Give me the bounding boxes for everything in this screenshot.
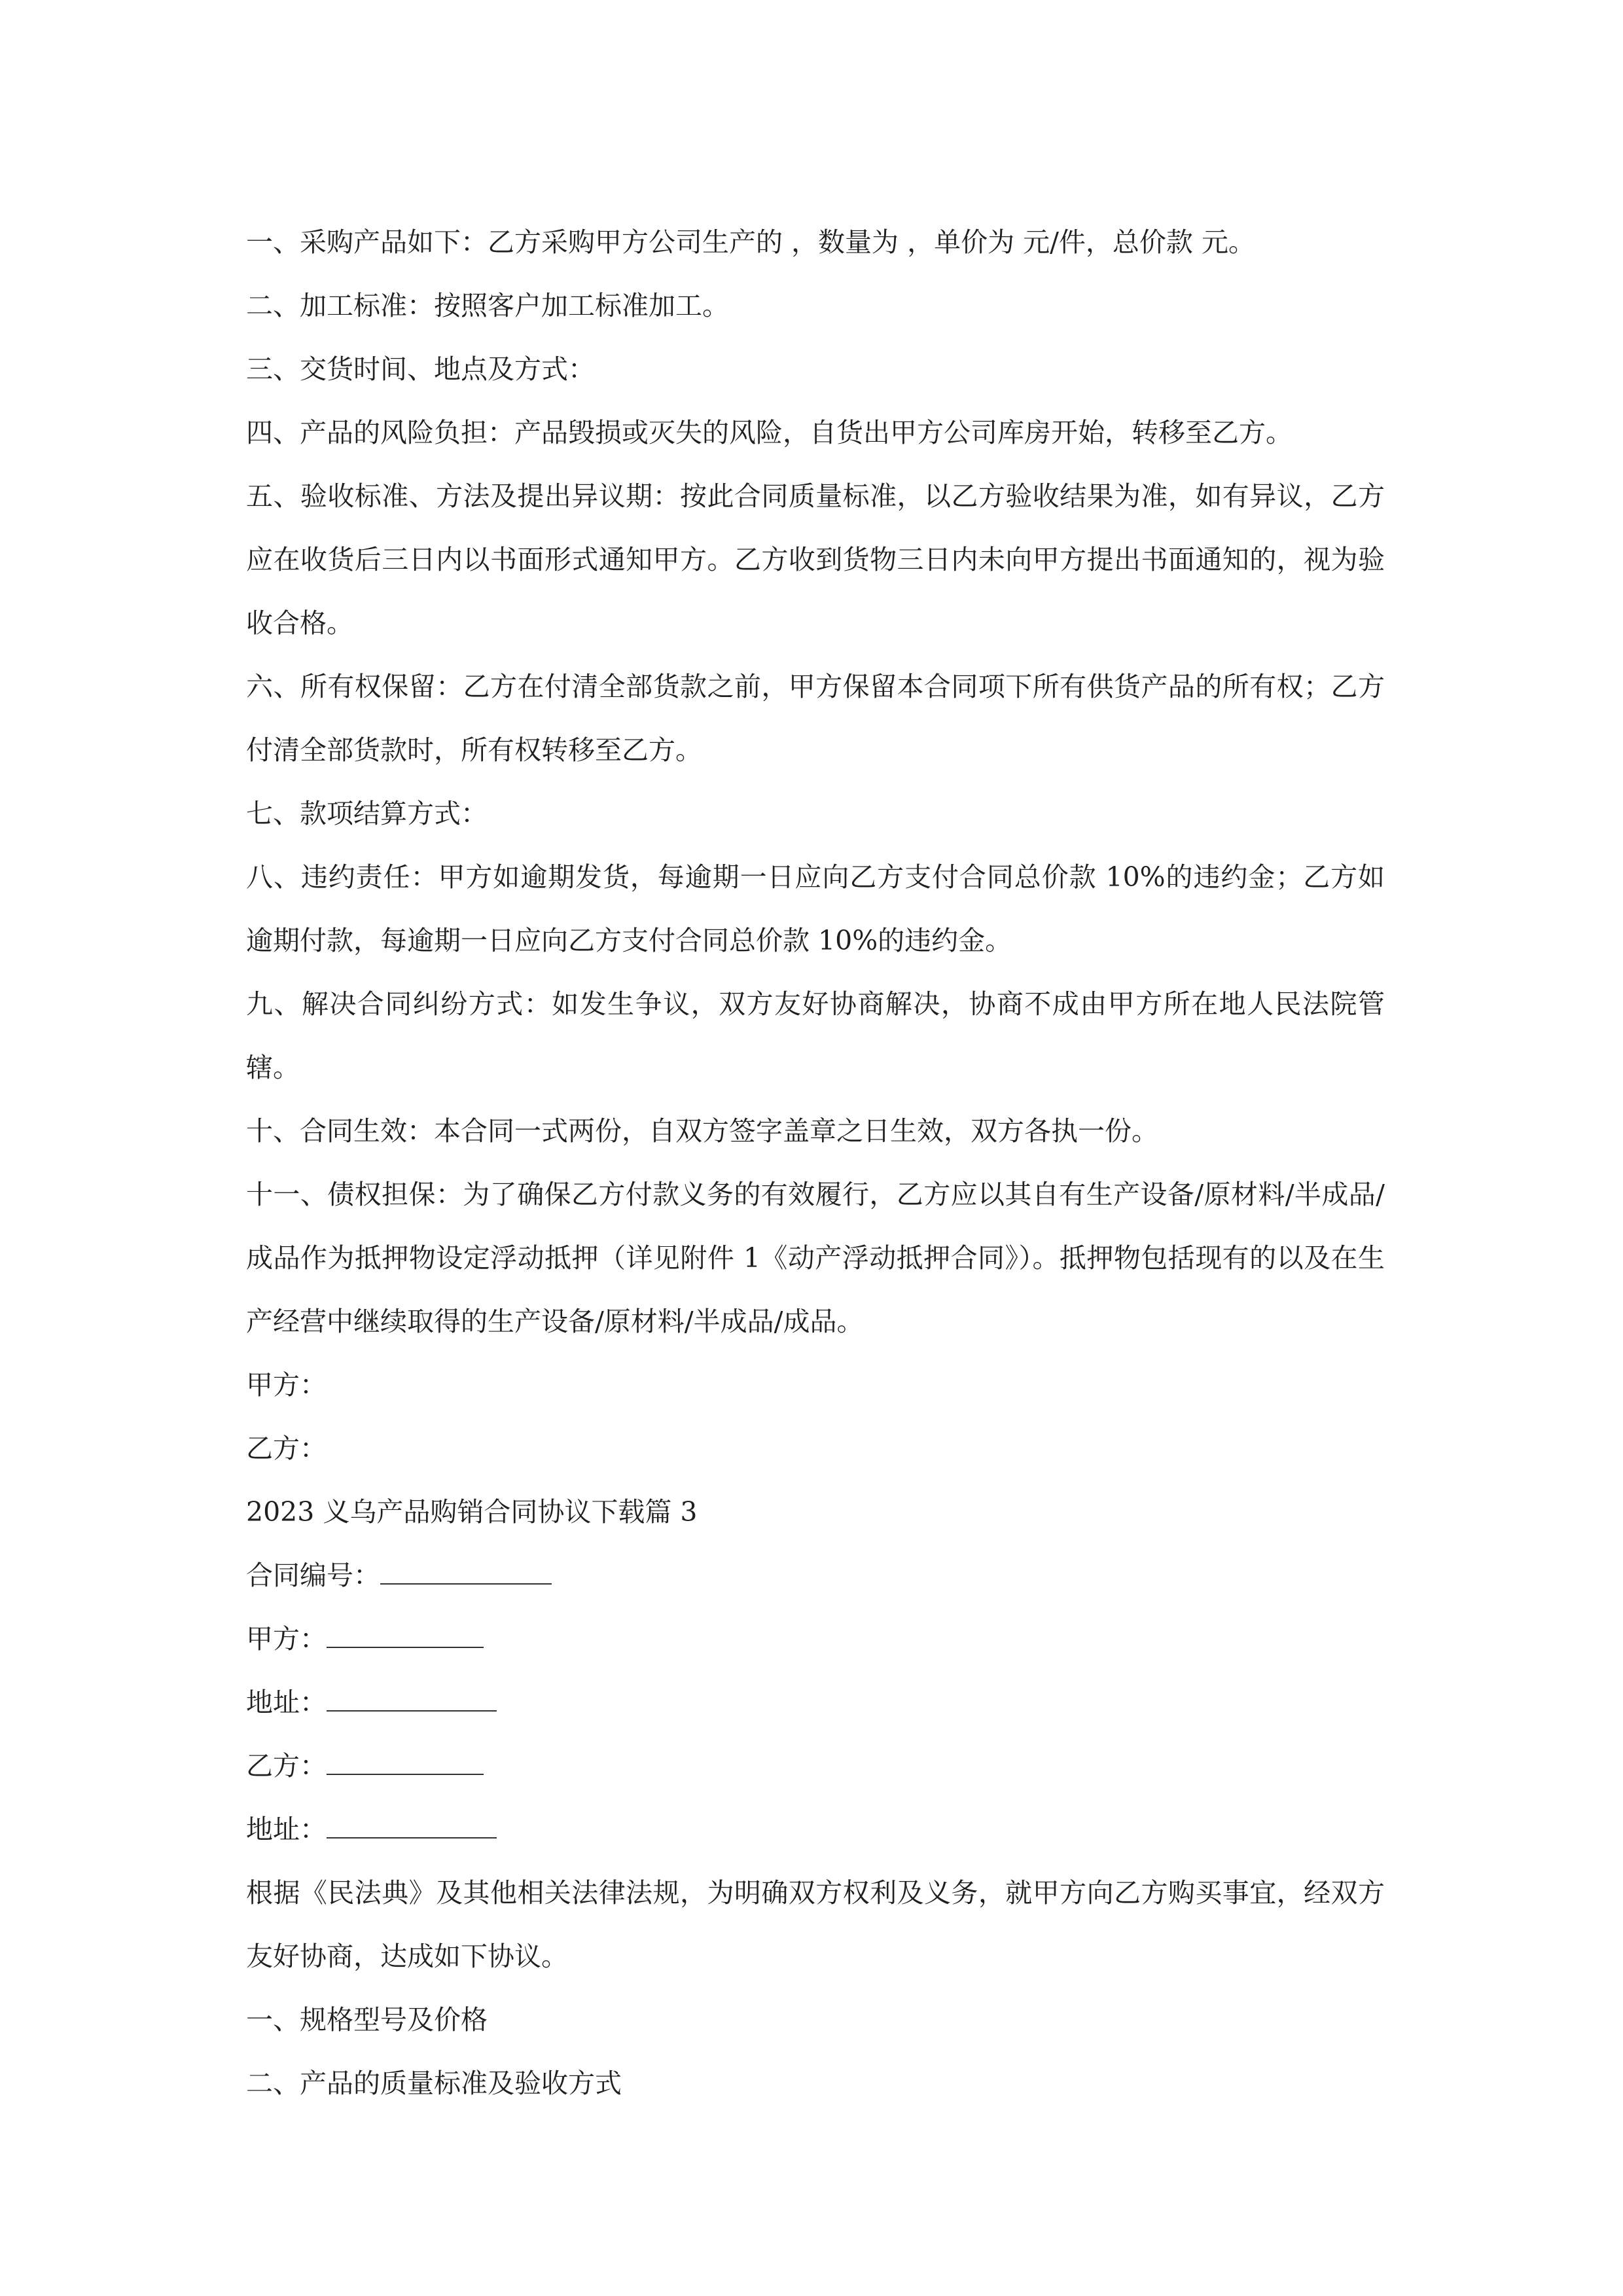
address-a-label: 地址： bbox=[246, 1687, 327, 1718]
contract-number-blank[interactable] bbox=[380, 1560, 552, 1585]
clause-dispute: 九、解决合同纠纷方式：如发生争议，双方友好协商解决，协商不成由甲方所在地人民法院管辖。 bbox=[246, 988, 1385, 1083]
clause-settlement: 七、款项结算方式： bbox=[246, 798, 488, 829]
party-b-blank[interactable] bbox=[327, 1750, 484, 1775]
clause-purchase-products: 一、采购产品如下：乙方采购甲方公司生产的 ，数量为 ，单价为 元/件，总价款 元。 bbox=[246, 226, 1255, 258]
clause-quality-standard: 二、产品的质量标准及验收方式 bbox=[246, 2068, 622, 2099]
contract-number-field bbox=[246, 1544, 1385, 1607]
address-b-blank[interactable] bbox=[327, 1814, 497, 1839]
clause-guarantee: 十一、债权担保：为了确保乙方付款义务的有效履行，乙方应以其自有生产设备/原材料/半成品/成品作为抵押物设定浮动抵押（详见附件 1《动产浮动抵押合同》）。抵押物包括现有的以及在生产经营中继续取得的生产设备/原材料/半成品/成品。 bbox=[246, 1179, 1385, 1337]
party-b-field bbox=[246, 1734, 1385, 1798]
clause-risk: 四、产品的风险负担：产品毁损或灭失的风险，自货出甲方公司库房开始，转移至乙方。 bbox=[246, 417, 1293, 448]
address-a-blank[interactable] bbox=[327, 1687, 497, 1712]
party-a-label: 甲方： bbox=[246, 1623, 327, 1655]
signature-party-a: 甲方： bbox=[246, 1369, 327, 1401]
clause-effectiveness: 十、合同生效：本合同一式两份，自双方签字盖章之日生效，双方各执一份。 bbox=[246, 1115, 1158, 1147]
clause-acceptance: 五、验收标准、方法及提出异议期：按此合同质量标准，以乙方验收结果为准，如有异议，乙方应在收货后三日内以书面形式通知甲方。乙方收到货物三日内未向甲方提出书面通知的，视为验收合格。 bbox=[246, 480, 1385, 639]
document-page bbox=[246, 211, 1385, 2115]
address-b-field bbox=[246, 1798, 1385, 1861]
section-title: 2023 义乌产品购销合同协议下载篇 3 bbox=[246, 1496, 698, 1528]
party-a-blank[interactable] bbox=[327, 1623, 484, 1648]
clause-liability: 八、违约责任：甲方如逾期发货，每逾期一日应向乙方支付合同总价款 10%的违约金；乙方如逾期付款，每逾期一日应向乙方支付合同总价款 10%的违约金。 bbox=[246, 861, 1385, 956]
party-b-label: 乙方： bbox=[246, 1750, 327, 1782]
address-b-label: 地址： bbox=[246, 1814, 327, 1845]
address-a-field bbox=[246, 1671, 1385, 1734]
signature-party-b: 乙方： bbox=[246, 1433, 327, 1464]
clause-ownership: 六、所有权保留：乙方在付清全部货款之前，甲方保留本合同项下所有供货产品的所有权；乙方付清全部货款时，所有权转移至乙方。 bbox=[246, 671, 1385, 766]
contract-number-label: 合同编号： bbox=[246, 1560, 380, 1591]
clause-processing-standard: 二、加工标准：按照客户加工标准加工。 bbox=[246, 290, 729, 321]
preamble: 根据《民法典》及其他相关法律法规，为明确双方权利及义务，就甲方向乙方购买事宜，经双方友好协商，达成如下协议。 bbox=[246, 1877, 1385, 1972]
clause-delivery: 三、交货时间、地点及方式： bbox=[246, 353, 595, 385]
clause-specifications: 一、规格型号及价格 bbox=[246, 2004, 488, 2036]
party-a-field bbox=[246, 1607, 1385, 1671]
